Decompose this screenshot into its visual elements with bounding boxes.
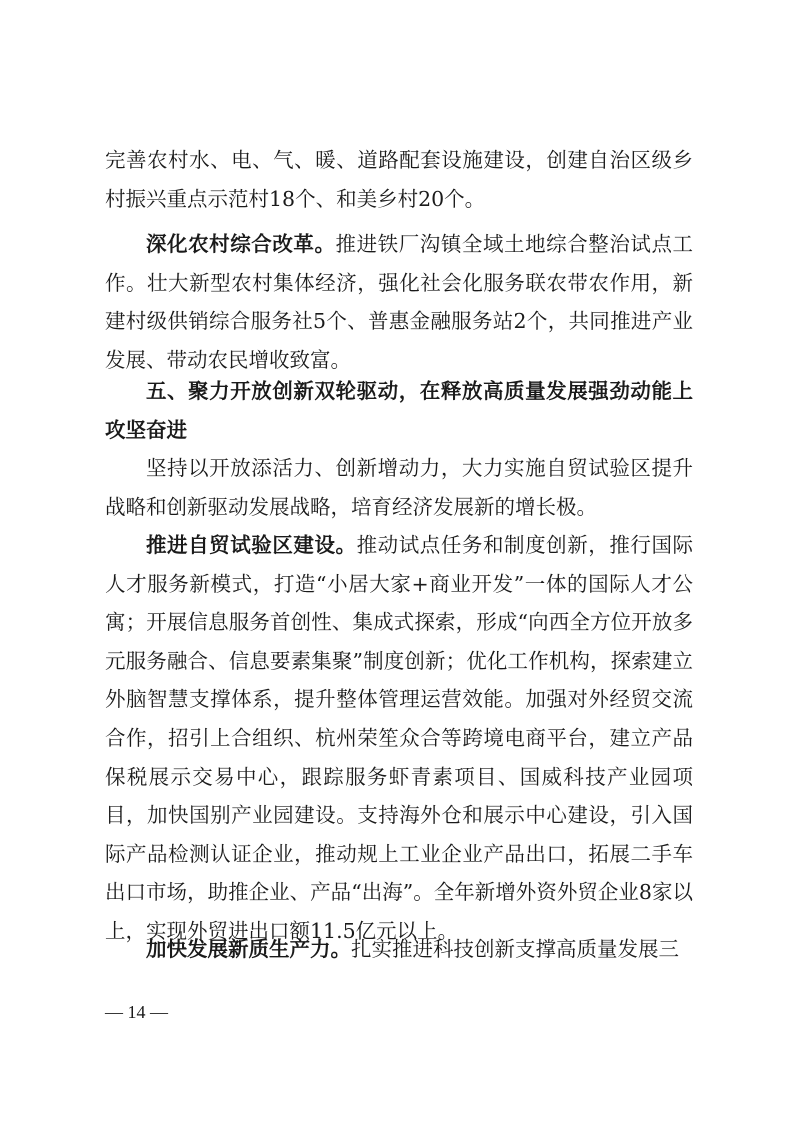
paragraph-new-productivity — [105, 930, 693, 969]
paragraph-text: 坚持以开放添活力、创新增动力，大力实施自贸试验区提升战略和创新驱动发展战略，培育经济发展新的增长极。 — [105, 456, 693, 519]
section-heading: 五、聚力开放创新双轮驱动，在释放高质量发展强劲动能上攻坚奋进 — [105, 379, 693, 442]
paragraph-lead: 加快发展新质生产力。 — [146, 937, 351, 961]
paragraph-rural-reform — [105, 225, 693, 379]
paragraph-text: 完善农村水、电、气、暖、道路配套设施建设，创建自治区级乡村振兴重点示范村18个、和美乡村20个。 — [105, 148, 693, 211]
paragraph-rural-infrastructure — [105, 141, 693, 218]
paragraph-free-trade-zone — [105, 526, 693, 951]
paragraph-lead: 深化农村综合改革。 — [146, 232, 336, 256]
paragraph-text: 推进铁厂沟镇全域土地综合整治试点工作。壮大新型农村集体经济，强化社会化服务联农带农作用，新建村级供销综合服务社5个、普惠金融服务站2个，共同推进产业发展、带动农民增收致富。 — [105, 232, 694, 372]
page-number: — 14 — — [105, 1002, 168, 1022]
paragraph-text: 推动试点任务和制度创新，推行国际人才服务新模式，打造“小居大家+商业开发”一体的国际人才公寓；开展信息服务首创性、集成式探索，形成“向西全方位开放多元服务融合、信息要素集聚”制度创新；优化工作机构，探索建立外脑智慧支撑体系，提升整体管理运营效能。加强对外经贸交流合作，招引上合组织、杭州荣笙众合等跨境电商平台，建立产品保税展示交易中心，跟踪服务虾青素项目、国威科技产业园项目，加快国别产业园建设。支持海外仓和展示中心建设，引入国际产品检测认证企业，推动规上工业企业产品出口，拓展二手车出口市场，助推企业、产品“出海”。全年新增外资外贸企业8家以上，实现外贸进出口额11.5亿元以上。 — [105, 533, 694, 943]
paragraph-open-innovation — [105, 449, 693, 526]
paragraph-text: 扎实推进科技创新支撑高质量发展三 — [351, 937, 679, 961]
paragraph-lead: 推进自贸试验区建设。 — [146, 533, 357, 557]
